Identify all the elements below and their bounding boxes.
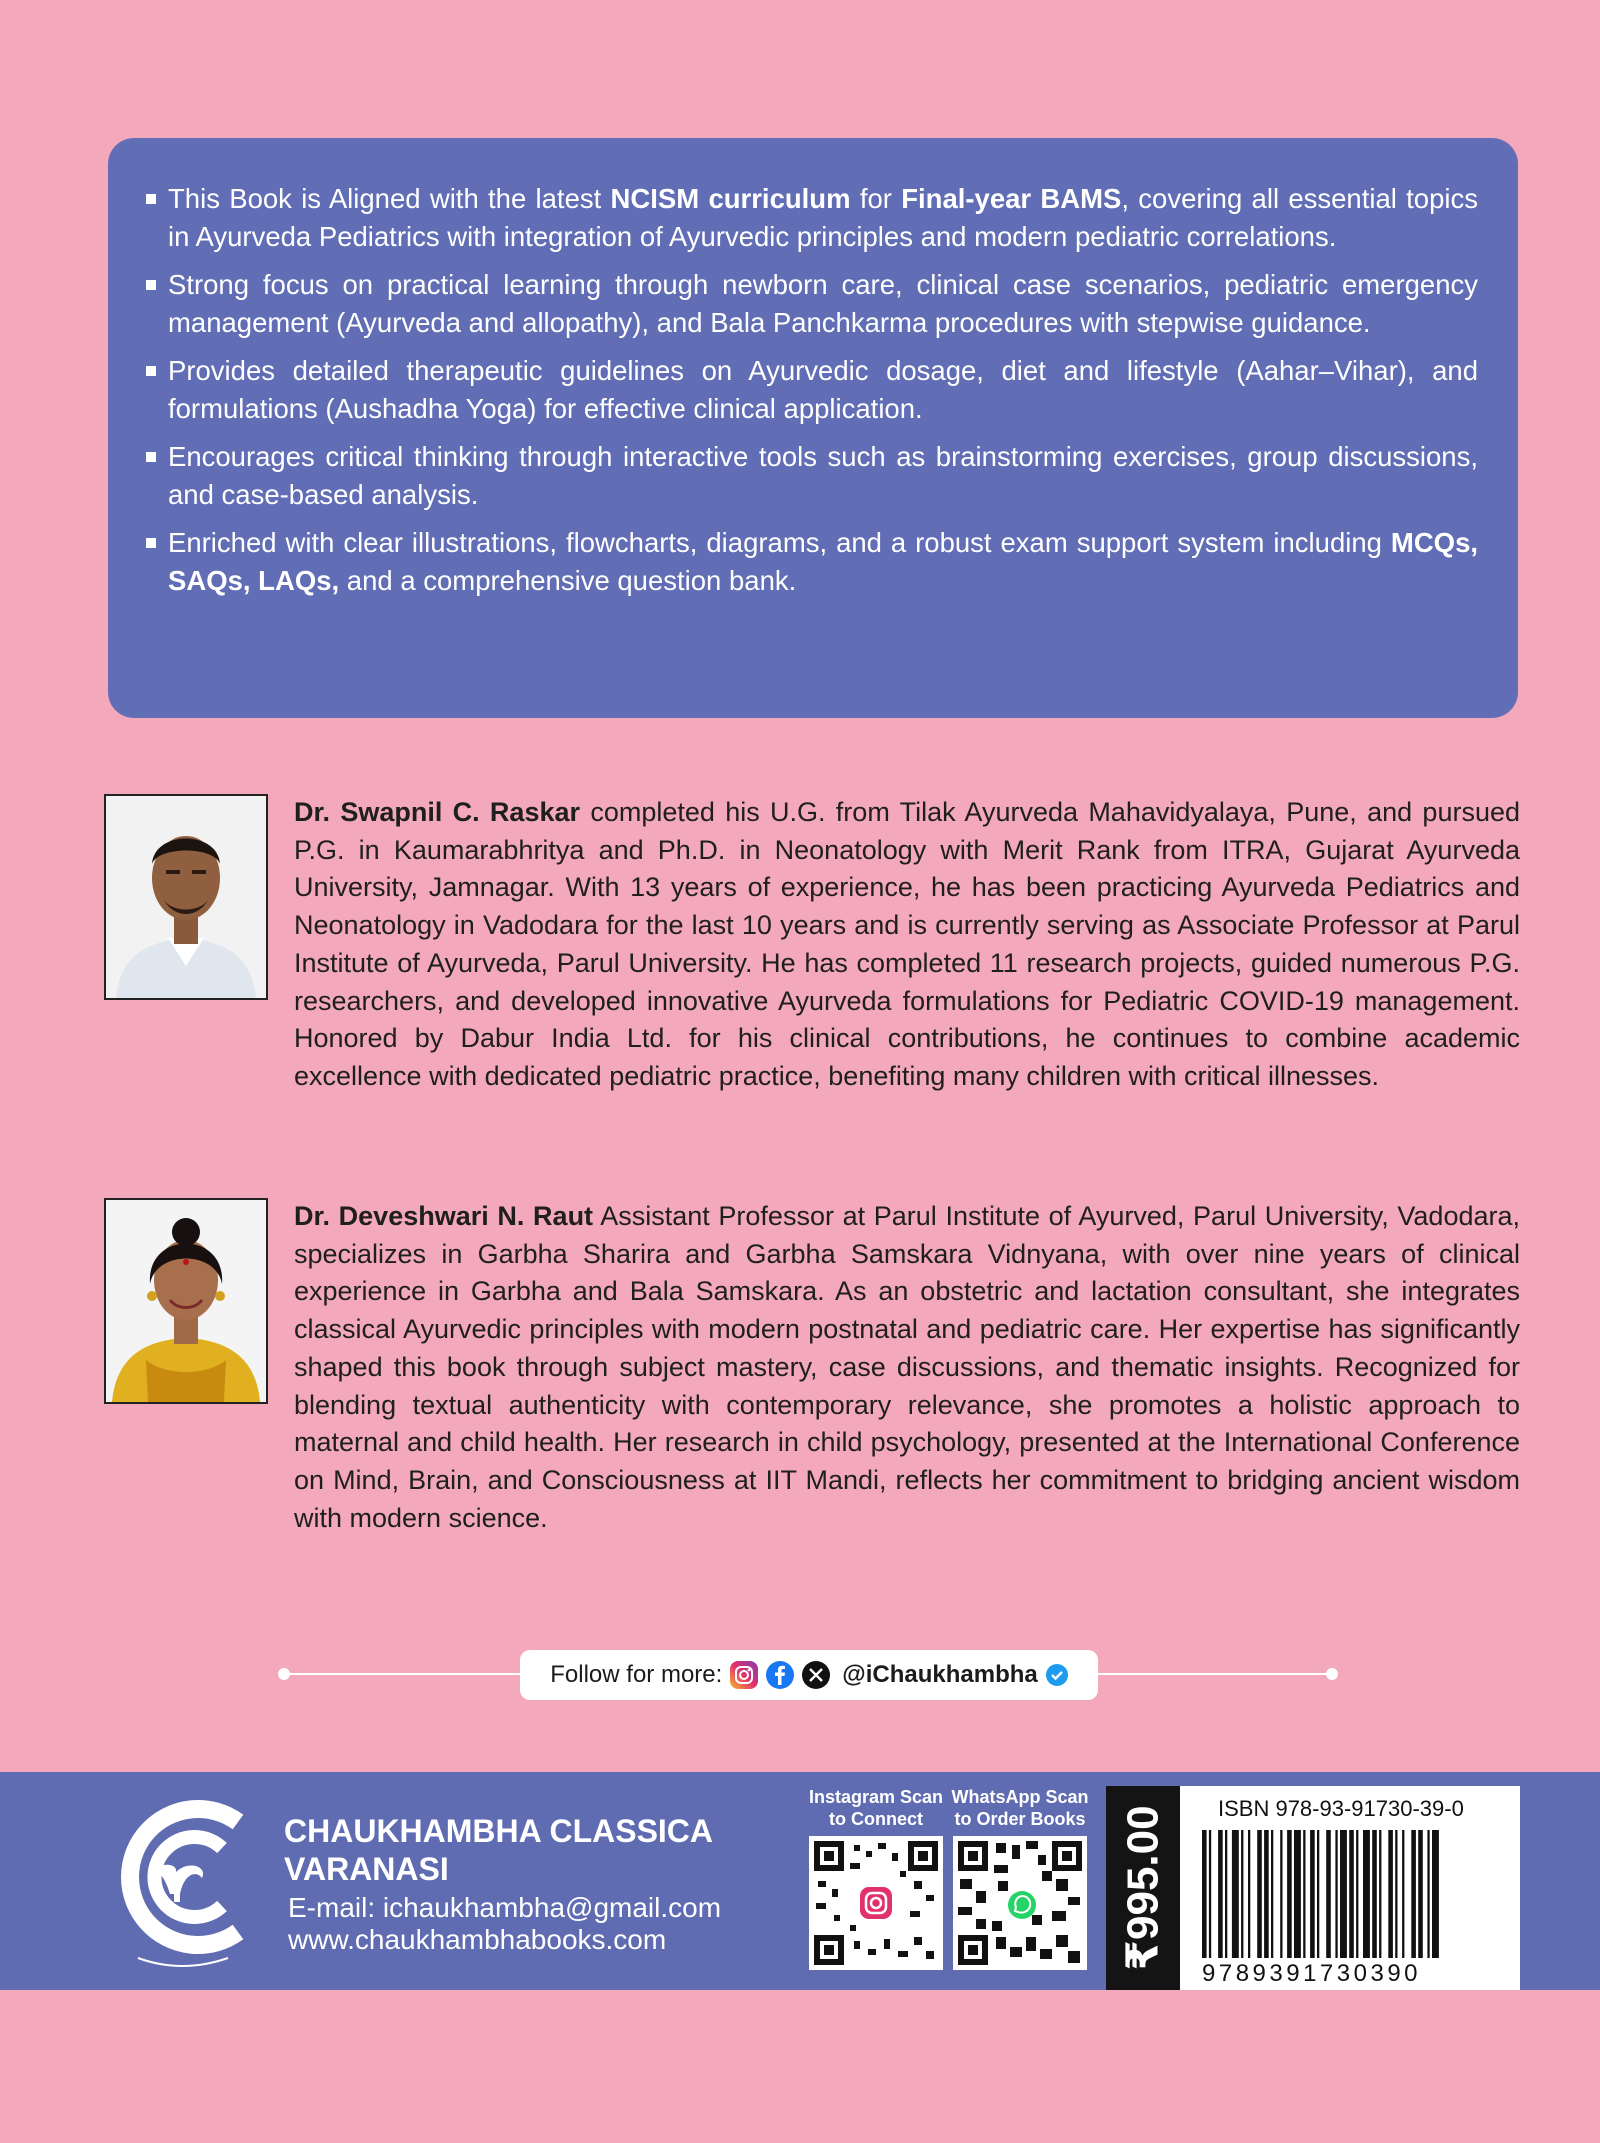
website-link[interactable]: www.chaukhambhabooks.com [288,1924,667,1955]
features-list [146,180,1478,600]
author-photo [104,1198,268,1404]
feature-item: This Book is Aligned with the latest NCISM curriculum for Final-year BAMS, covering all essential topics in Ayurveda Pediatrics with integration of Ayurvedic principles and modern pediatric correlations. [146,180,1478,256]
feature-item: Strong focus on practical learning through newborn care, clinical case scenarios, pediatric emergency management (Ayurveda and allopathy), and Bala Panchkarma procedures with stepwise guidance. [146,266,1478,342]
divider-dot [278,1668,290,1680]
price-box [1106,1786,1180,1990]
author-photo [104,794,268,1000]
author-name: Dr. Swapnil C. Raskar [294,797,581,827]
author-bio: Dr. Deveshwari N. Raut Assistant Professor at Parul Institute of Ayurved, Parul University, Vadodara, specializes in Garbha Sharira and Garbha Samskara Vidnyana, with over nine years of clinical experience in Garbha and Bala Samskara. As an obstetric and lactation consultant, she integrates classical Ayurvedic principles with modern postnatal and pediatric care. Her expertise has significantly shaped this book through subject mastery, case discussions, and thematic insights. Recognized for blending textual authenticity with contemporary relevance, she promotes a holistic approach to maternal and child health. Her research in child psychology, presented at the International Conference on Mind, Brain, and Consciousness at IIT Mandi, reflects her commitment to bridging ancient wisdom with modern science. [294,1201,1520,1533]
barcode-digits: 9789391730390 [1202,1960,1422,1987]
follow-label: Follow for more: [550,1661,723,1688]
barcode [1202,1830,1502,1958]
footer-band [0,1772,1600,1990]
publisher-name: CHAUKHAMBHA CLASSICA VARANASI [284,1813,714,1887]
isbn-label: ISBN 978-93-91730-39-0 [1218,1796,1464,1821]
isbn-barcode-box [1180,1786,1520,1990]
instagram-qr-block: Instagram Scan to Connect [806,1786,946,1970]
instagram-icon[interactable] [730,1661,758,1689]
feature-item: Enriched with clear illustrations, flowcharts, diagrams, and a robust exam support system including MCQs, SAQs, LAQs, and a comprehensive question bank. [146,524,1478,600]
social-handle[interactable]: @iChaukhambha [842,1661,1038,1688]
instagram-qr-code[interactable] [809,1836,943,1970]
publisher-contact [288,1892,721,1956]
x-icon[interactable] [802,1661,830,1689]
whatsapp-qr-block: WhatsApp Scan to Order Books [950,1786,1090,1970]
divider-dot [1326,1668,1338,1680]
feature-item: Provides detailed therapeutic guidelines on Ayurvedic dosage, diet and lifestyle (Aahar–Vihar), and formulations (Aushadha Yoga) for effective clinical application. [146,352,1478,428]
price-label: ₹995.00 [1118,1805,1168,1971]
facebook-icon[interactable] [766,1661,794,1689]
verified-icon [1046,1664,1068,1686]
publisher-logo [98,1782,268,1982]
features-box [108,138,1518,718]
follow-bar[interactable] [520,1650,1098,1700]
author-name: Dr. Deveshwari N. Raut [294,1201,594,1231]
author-bio: Dr. Swapnil C. Raskar completed his U.G. from Tilak Ayurveda Mahavidyalaya, Pune, and pursued P.G. in Kaumarabhritya and Ph.D. in Neonatology with Merit Rank from ITRA, Gujarat Ayurveda University, Jamnagar. With 13 years of experience, he has been practicing Ayurveda Pediatrics and Neonatology in Vadodara for the last 10 years and is currently serving as Associate Professor at Parul Institute of Ayurveda, Parul University. He has completed 11 research projects, guided numerous P.G. researchers, and developed innovative Ayurveda formulations for Pediatric COVID-19 management. Honored by Dabur India Ltd. for his clinical contributions, he continues to combine academic excellence with dedicated pediatric practice, benefiting many children with critical illnesses. [294,797,1520,1091]
email-link[interactable]: E-mail: ichaukhambha@gmail.com [288,1892,722,1923]
whatsapp-qr-code[interactable] [953,1836,1087,1970]
feature-item: Encourages critical thinking through interactive tools such as brainstorming exercises, group discussions, and case-based analysis. [146,438,1478,514]
